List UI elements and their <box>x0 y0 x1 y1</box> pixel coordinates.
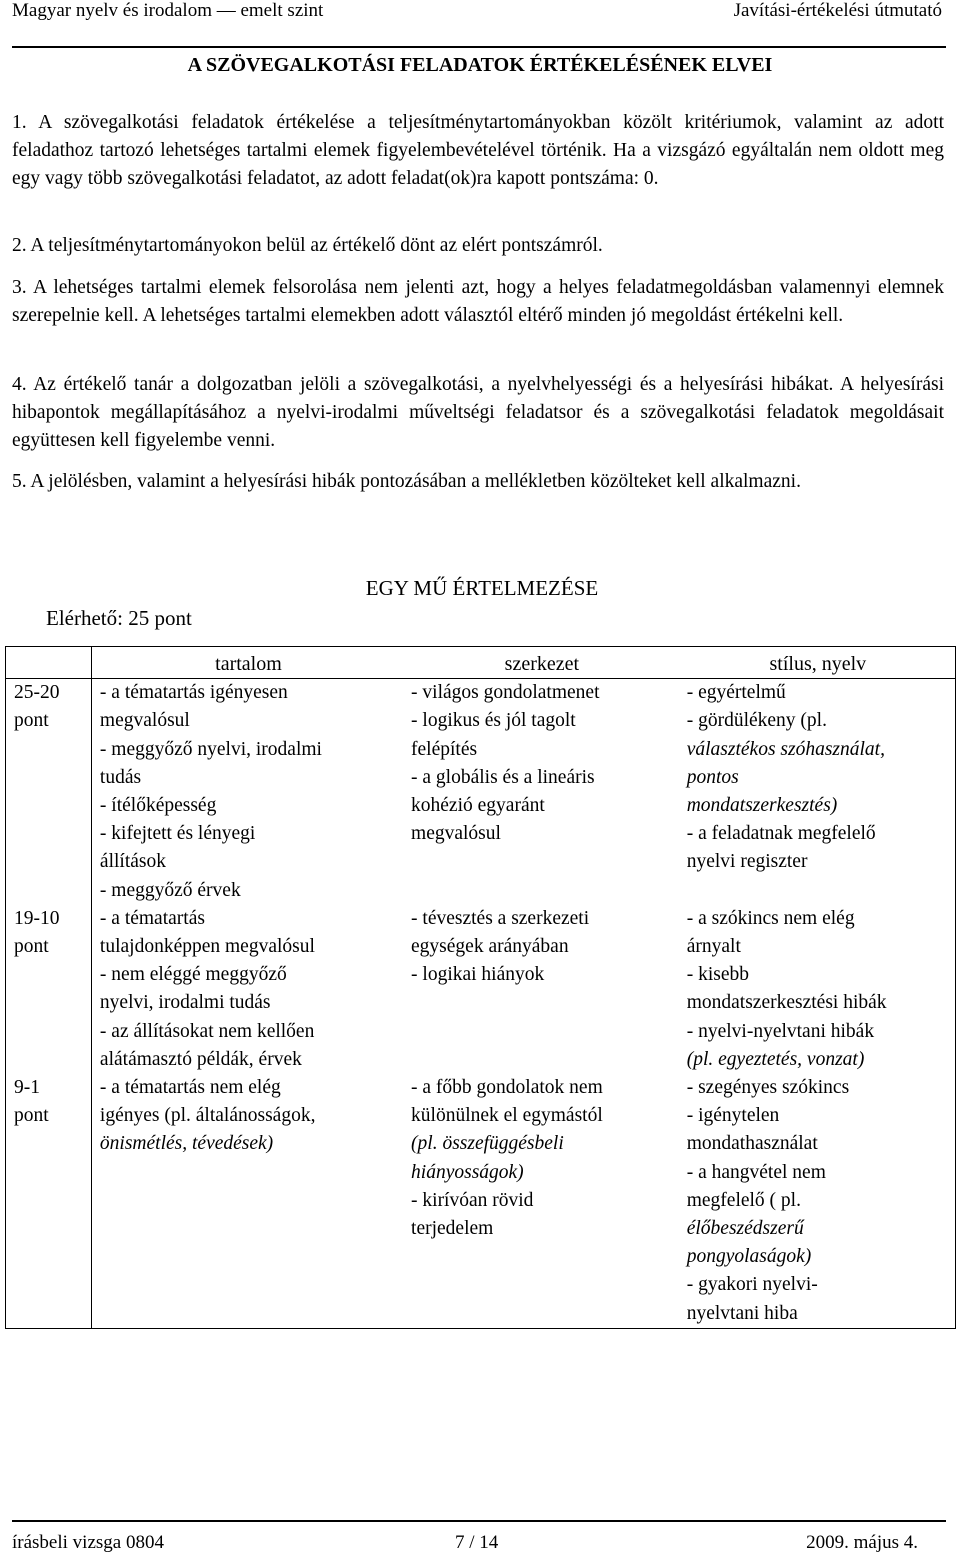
page-header <box>12 0 942 24</box>
criterion-line: terjedelem <box>411 1218 494 1240</box>
criterion-line: önismétlés, tévedések) <box>99 1133 274 1155</box>
criterion-line: - kisebb <box>686 964 749 986</box>
criterion-line: mondathasználat <box>686 1133 818 1155</box>
table-row <box>6 1074 956 1328</box>
header-doc-type: Javítási-értékelési útmutató <box>733 0 942 21</box>
header-stilus: stílus, nyelv <box>679 647 956 679</box>
paragraph-1: 1. A szövegalkotási feladatok értékelése a teljesítménytartományokban közölt kritériumok, valamint az adott feladathoz tartozó lehetséges tartalmi elemek figyelembevételével történik. Ha a vizsgázó egyáltalán nem oldott meg egy vagy több szövegalkotási feladatot, az adott feladat(ok)ra kapott pontszáma: 0. <box>12 112 944 189</box>
stilus-cell <box>679 905 956 1074</box>
header-divider <box>12 46 946 48</box>
stilus-cell <box>679 679 956 905</box>
criterion-line: - gyakori nyelvi- <box>686 1274 818 1296</box>
criterion-line: nyelvi, irodalmi tudás <box>99 992 271 1014</box>
criterion-line: egységek arányában <box>411 936 569 958</box>
criterion-line: - logikus és jól tagolt <box>411 710 576 732</box>
criterion-line: mondatszerkesztési hibák <box>686 992 887 1014</box>
footer-page-number: 7 / 14 <box>455 1532 499 1553</box>
tartalom-cell <box>91 1074 403 1328</box>
section-title: EGY MŰ ÉRTELMEZÉSE <box>365 576 599 600</box>
header-tartalom: tartalom <box>91 647 403 679</box>
criterion-line: felépítés <box>411 738 478 760</box>
score-range-cell <box>6 905 92 1074</box>
page-title: A SZÖVEGALKOTÁSI FELADATOK ÉRTÉKELÉSÉNEK ELVEI <box>187 54 773 76</box>
criterion-line: különülnek el egymástól <box>411 1105 603 1127</box>
criterion-line: - a főbb gondolatok nem <box>411 1077 603 1099</box>
criterion-line: - kifejtett és lényegi <box>99 823 256 845</box>
criterion-line: - kirívóan rövid <box>411 1189 534 1211</box>
header-subject: Magyar nyelv és irodalom — emelt szint <box>12 0 324 21</box>
score-unit: pont <box>14 936 49 958</box>
score-range: 25-20 <box>14 682 60 704</box>
criterion-line: (pl. egyeztetés, vonzat) <box>686 1048 865 1070</box>
criterion-line: mondatszerkesztés) <box>686 795 838 817</box>
rubric-table <box>5 646 956 1329</box>
szerkezet-cell <box>403 1074 679 1328</box>
criterion-line: tulajdonképpen megvalósul <box>99 936 315 958</box>
criterion-line: - gördülékeny (pl. <box>686 710 827 732</box>
criterion-line: igényes (pl. általánosságok, <box>99 1105 316 1127</box>
criterion-line: - a tématartás nem elég <box>99 1077 281 1099</box>
max-score: Elérhető: 25 pont <box>46 606 192 630</box>
criterion-line: pongyolaságok) <box>686 1246 812 1268</box>
paragraph-2: 2. A teljesítménytartományokon belül az értékelő dönt az elért pontszámról. <box>12 235 603 256</box>
footer-exam-code: írásbeli vizsga 0804 <box>12 1532 164 1553</box>
header-szerkezet: szerkezet <box>403 647 679 679</box>
table-header-row <box>6 647 956 679</box>
header-blank-cell <box>6 647 92 679</box>
criterion-line: - nem eléggé meggyőző <box>99 964 287 986</box>
criterion-line: - tévesztés a szerkezeti <box>411 907 590 929</box>
criterion-line: kohézió egyaránt <box>411 795 545 817</box>
criterion-line: állítások <box>99 851 166 873</box>
criterion-line: nyelvtani hiba <box>686 1302 798 1324</box>
criterion-line: hiányosságok) <box>411 1161 524 1183</box>
szerkezet-cell <box>403 679 679 905</box>
score-unit: pont <box>14 710 49 732</box>
table-row <box>6 679 956 905</box>
paragraph-5: 5. A jelölésben, valamint a helyesírási hibák pontozásában a mellékletben közölteket kell alkalmazni. <box>12 471 801 492</box>
paragraph-3: 3. A lehetséges tartalmi elemek felsorolása nem jelenti azt, hogy a helyes feladatmegoldásban valamennyi elemnek szerepelnie kell. A lehetséges tartalmi elemekben adott választól eltérő minden jó megoldást értékelni kell. <box>12 277 944 326</box>
criterion-line: megvalósul <box>411 823 501 845</box>
criterion-line: megfelelő ( pl. <box>686 1189 801 1211</box>
score-range: 19-10 <box>14 907 60 929</box>
table-row <box>6 905 956 1074</box>
criterion-line: megvalósul <box>99 710 190 732</box>
score-range: 9-1 <box>14 1077 40 1099</box>
criterion-line: választékos szóhasználat, <box>686 738 885 760</box>
tartalom-cell <box>91 679 403 905</box>
criterion-line: (pl. összefüggésbeli <box>411 1133 564 1155</box>
paragraph-4: 4. Az értékelő tanár a dolgozatban jelöli a szövegalkotási, a nyelvhelyességi és a helyesírási hibákat. A helyesírási hibapontok megállapításához a nyelvi-irodalmi műveltségi feladatsor és a szövegalkotási feladatok megoldásait együttesen kell figyelembe venni. <box>12 374 944 451</box>
criterion-line: - a szókincs nem elég <box>686 907 855 929</box>
criterion-line: - a hangvétel nem <box>686 1161 826 1183</box>
szerkezet-cell <box>403 905 679 1074</box>
criterion-line: tudás <box>99 766 142 788</box>
criterion-line: - a feladatnak megfelelő <box>686 823 876 845</box>
criterion-line: - ítélőképesség <box>99 795 217 817</box>
score-unit: pont <box>14 1105 49 1127</box>
criterion-line: - szegényes szókincs <box>686 1077 850 1099</box>
criterion-line: - a tématartás <box>99 907 205 929</box>
criterion-line: - az állításokat nem kellően <box>99 1020 315 1042</box>
criterion-line: - logikai hiányok <box>411 964 545 986</box>
criterion-line: árnyalt <box>686 936 741 958</box>
criterion-line: - igénytelen <box>686 1105 780 1127</box>
criterion-line: - a tématartás igényesen <box>99 682 288 704</box>
criterion-line: - meggyőző nyelvi, irodalmi <box>99 738 322 760</box>
score-range-cell <box>6 679 92 905</box>
score-range-cell <box>6 1074 92 1328</box>
criterion-line: pontos <box>686 766 739 788</box>
criterion-line: - nyelvi-nyelvtani hibák <box>686 1020 875 1042</box>
criterion-line: nyelvi regiszter <box>686 851 808 873</box>
criterion-line: - egyértelmű <box>686 682 786 704</box>
criterion-line: - meggyőző érvek <box>99 879 241 901</box>
footer-divider <box>12 1520 946 1522</box>
stilus-cell <box>679 1074 956 1328</box>
criterion-line: - a globális és a lineáris <box>411 766 595 788</box>
criterion-line: alátámasztó példák, érvek <box>99 1048 302 1070</box>
tartalom-cell <box>91 905 403 1074</box>
criterion-line: élőbeszédszerű <box>686 1218 804 1240</box>
criterion-line: - világos gondolatmenet <box>411 682 600 704</box>
footer-date: 2009. május 4. <box>806 1532 918 1553</box>
